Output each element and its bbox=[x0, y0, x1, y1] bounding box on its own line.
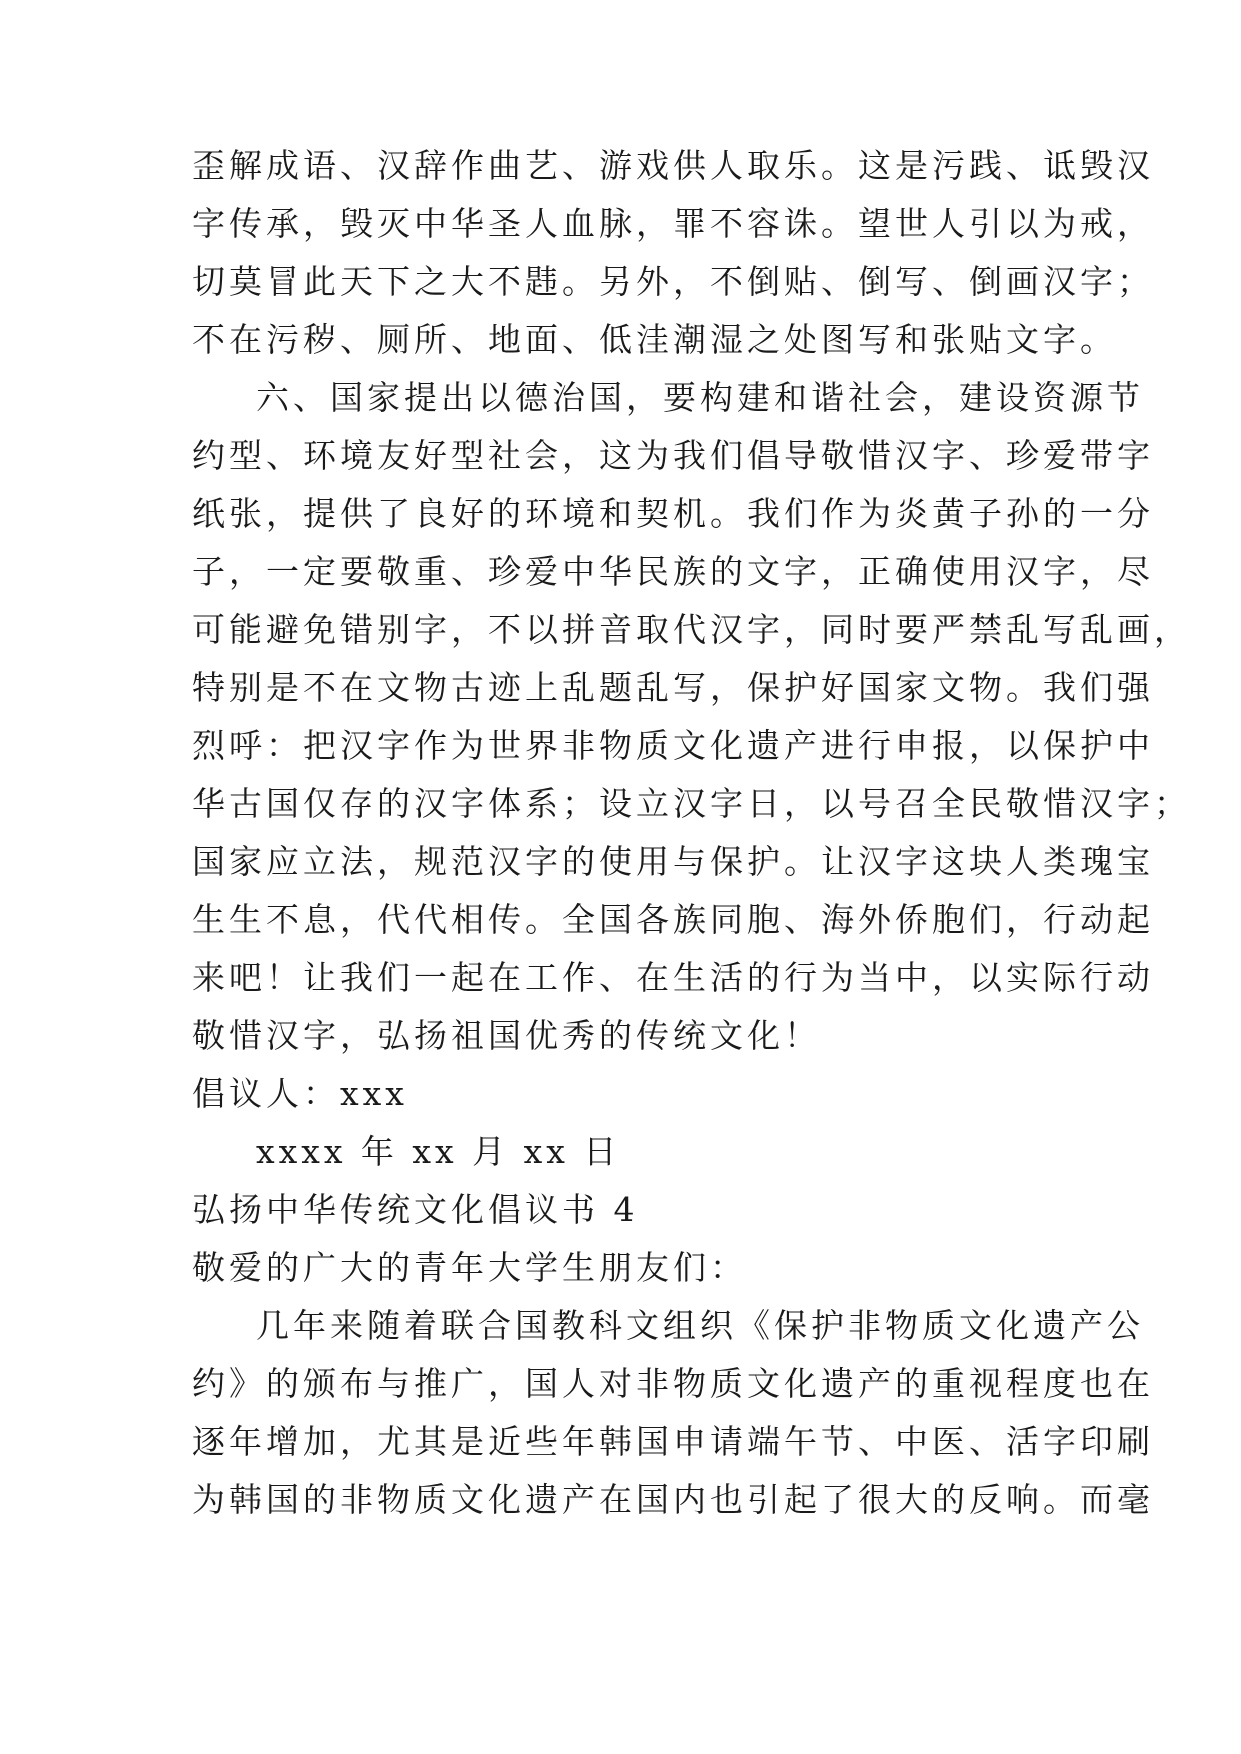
section-title: 弘扬中华传统文化倡议书 4 bbox=[192, 1190, 639, 1229]
text-line: 逐年增加，尤其是近些年韩国申请端午节、中医、活字印刷 bbox=[192, 1422, 1154, 1461]
paragraph-start-line: 几年来随着联合国教科文组织《保护非物质文化遗产公 bbox=[256, 1306, 1144, 1345]
text-line: 字传承，毁灭中华圣人血脉，罪不容诛。望世人引以为戒， bbox=[192, 204, 1154, 243]
text-line: 纸张，提供了良好的环境和契机。我们作为炎黄子孙的一分 bbox=[192, 494, 1154, 533]
signature-line: 倡议人：xxx bbox=[192, 1074, 408, 1113]
text-line: 可能避免错别字，不以拼音取代汉字，同时要严禁乱写乱画， bbox=[192, 610, 1191, 649]
text-line: 歪解成语、汉辞作曲艺、游戏供人取乐。这是污践、诋毁汉 bbox=[192, 146, 1154, 185]
text-line: 不在污秽、厕所、地面、低洼潮湿之处图写和张贴文字。 bbox=[192, 320, 1117, 359]
salutation-line: 敬爱的广大的青年大学生朋友们： bbox=[192, 1248, 747, 1287]
text-line: 约》的颁布与推广，国人对非物质文化遗产的重视程度也在 bbox=[192, 1364, 1154, 1403]
paragraph-start-line: 六、国家提出以德治国，要构建和谐社会，建设资源节 bbox=[256, 378, 1144, 417]
date-line: xxxx 年 xx 月 xx 日 bbox=[256, 1132, 621, 1171]
text-line: 子，一定要敬重、珍爱中华民族的文字，正确使用汉字，尽 bbox=[192, 552, 1154, 591]
text-line: 约型、环境友好型社会，这为我们倡导敬惜汉字、珍爱带字 bbox=[192, 436, 1154, 475]
text-line: 来吧！让我们一起在工作、在生活的行为当中，以实际行动 bbox=[192, 958, 1154, 997]
text-line: 切莫冒此天下之大不韪。另外，不倒贴、倒写、倒画汉字； bbox=[192, 262, 1154, 301]
text-line: 烈呼：把汉字作为世界非物质文化遗产进行申报，以保护中 bbox=[192, 726, 1154, 765]
text-line: 国家应立法，规范汉字的使用与保护。让汉字这块人类瑰宝 bbox=[192, 842, 1154, 881]
text-line: 敬惜汉字，弘扬祖国优秀的传统文化！ bbox=[192, 1016, 821, 1055]
text-line: 为韩国的非物质文化遗产在国内也引起了很大的反响。而毫 bbox=[192, 1480, 1154, 1519]
text-line: 特别是不在文物古迹上乱题乱写，保护好国家文物。我们强 bbox=[192, 668, 1154, 707]
text-line: 生生不息，代代相传。全国各族同胞、海外侨胞们，行动起 bbox=[192, 900, 1154, 939]
text-line: 华古国仅存的汉字体系；设立汉字日，以号召全民敬惜汉字； bbox=[192, 784, 1191, 823]
